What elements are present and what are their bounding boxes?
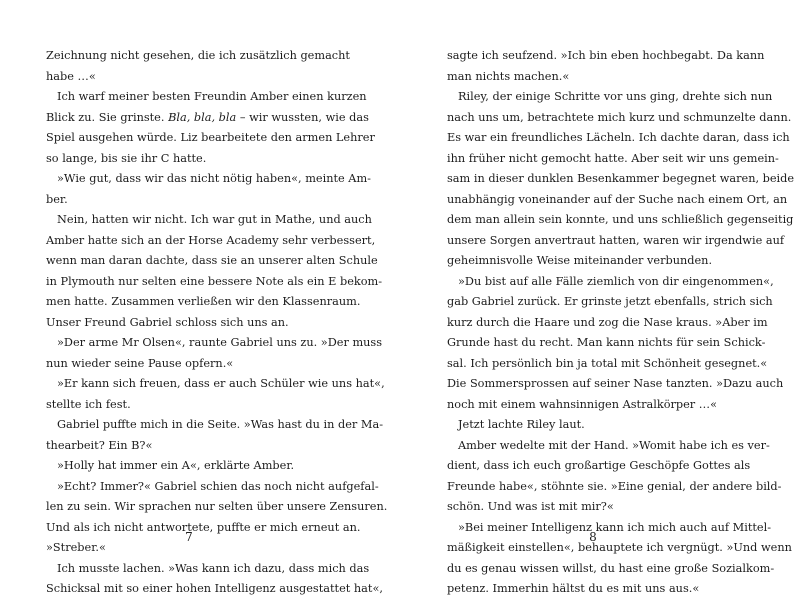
text-line: Grunde hast du recht. Man kann nichts für sein Schick- — [447, 336, 766, 349]
text-line: Und als ich nicht antwortete, puffte er mich erneut an. — [46, 520, 361, 534]
text-line: gab Gabriel zurück. Er grinste jetzt ebenfalls, strich sich — [447, 295, 773, 308]
text-line: thearbeit? Ein B?« — [46, 438, 153, 452]
left-page-text — [46, 46, 388, 600]
text-line: kurz durch die Haare und zog die Nase kraus. »Aber im — [447, 315, 768, 329]
text-line: »Bei meiner Intelligenz kann ich mich auch auf Mittel- — [458, 520, 772, 534]
text-line: Riley, der einige Schritte vor uns ging, drehte sich nun — [458, 90, 773, 103]
text-line: »Echt? Immer?« Gabriel schien das noch nicht aufgefal- — [57, 479, 379, 493]
text-line: nun wieder seine Pause opfern.« — [46, 356, 234, 370]
text-line: Amber hatte sich an der Horse Academy sehr verbessert, — [46, 233, 376, 247]
text-line: Spiel ausgehen würde. Liz bearbeitete den armen Lehrer — [46, 131, 375, 144]
page-number-left: 7 — [185, 530, 193, 544]
text-line: »Wie gut, dass wir das nicht nötig haben«, meinte Am- — [57, 172, 371, 185]
text-line: Schicksal mit so einer hohen Intelligenz ausgestattet hat«, — [46, 582, 383, 595]
text-line: Zeichnung nicht gesehen, die ich zusätzlich gemacht — [46, 49, 350, 62]
text-line: dient, dass ich euch großartige Geschöpfe Gottes als — [447, 459, 751, 472]
text-line: »Du bist auf alle Fälle ziemlich von dir eingenommen«, — [458, 274, 774, 288]
text-line: geheimnisvolle Weise miteinander verbunden. — [447, 254, 713, 267]
page-number-right: 8 — [589, 530, 597, 544]
text-line: wenn man daran dachte, dass sie an unserer alten Schule — [46, 254, 378, 267]
text-line: man nichts machen.« — [447, 69, 570, 83]
text-line: Nein, hatten wir nicht. Ich war gut in Mathe, und auch — [57, 213, 372, 226]
right-page-text — [447, 46, 794, 600]
text-line: Die Sommersprossen auf seiner Nase tanzten. »Dazu auch — [447, 377, 784, 390]
text-line: so lange, bis sie ihr C hatte. — [46, 151, 207, 165]
text-line: sagte ich seufzend. »Ich bin eben hochbegabt. Da kann — [447, 49, 765, 62]
text-line: »Der arme Mr Olsen«, raunte Gabriel uns zu. »Der muss — [57, 336, 383, 349]
text-line: len zu sein. Wir sprachen nur selten über unsere Zensuren. — [46, 500, 388, 513]
text-line: sam in dieser dunklen Besenkammer begegnet waren, beide — [447, 172, 794, 185]
text-line: mäßigkeit einstellen«, behauptete ich vergnügt. »Und wenn — [447, 541, 792, 554]
text-line: stellte ich fest. — [46, 397, 131, 411]
text-line: Unser Freund Gabriel schloss sich uns an. — [46, 315, 289, 329]
text-line: unsere Sorgen anvertraut hatten, waren wir irgendwie auf — [447, 233, 785, 247]
text-line: nach uns um, betrachtete mich kurz und schmunzelte dann. — [447, 110, 792, 124]
text-line: petenz. Immerhin hältst du es mit uns aus.« — [447, 582, 700, 595]
text-line: »Holly hat immer ein A«, erklärte Amber. — [57, 459, 295, 472]
text-line: sal. Ich persönlich bin ja total mit Schönheit gesegnet.« — [447, 356, 768, 370]
text-line: in Plymouth nur selten eine bessere Note als ein E bekom- — [46, 274, 383, 288]
text-line: Amber wedelte mit der Hand. »Womit habe ich es ver- — [458, 438, 770, 452]
text-line: dem man allein sein konnte, und uns schließlich gegenseitig — [447, 213, 794, 226]
text-line: Freunde habe«, stöhnte sie. »Eine genial, der andere bild- — [447, 479, 782, 493]
text-line: »Er kann sich freuen, dass er auch Schüler wie uns hat«, — [57, 377, 385, 390]
text-line: »Streber.« — [46, 541, 106, 554]
text-line: schön. Und was ist mit mir?« — [447, 500, 614, 513]
text-line: habe …« — [46, 69, 96, 83]
text-line: Ich warf meiner besten Freundin Amber einen kurzen — [57, 90, 367, 103]
text-line: Blick zu. Sie grinste. Bla, bla, bla – wir wussten, wie das — [46, 110, 369, 124]
text-line: Es war ein freundliches Lächeln. Ich dachte daran, dass ich — [447, 131, 790, 144]
text-line: Gabriel puffte mich in die Seite. »Was hast du in der Ma- — [57, 418, 384, 431]
text-line: men hatte. Zusammen verließen wir den Klassenraum. — [46, 295, 361, 308]
text-line: du es genau wissen willst, du hast eine große Sozialkom- — [447, 561, 775, 575]
text-line: ihn früher nicht gemocht hatte. Aber seit wir uns gemein- — [447, 151, 779, 165]
text-line: Ich musste lachen. »Was kann ich dazu, dass mich das — [57, 561, 370, 575]
text-line: unabhängig voneinander auf der Suche nach einem Ort, an — [447, 192, 788, 206]
text-line: Jetzt lachte Riley laut. — [458, 418, 585, 431]
text-line: noch mit einem wahnsinnigen Astralkörper …« — [447, 397, 718, 411]
text-line: ber. — [46, 192, 68, 206]
